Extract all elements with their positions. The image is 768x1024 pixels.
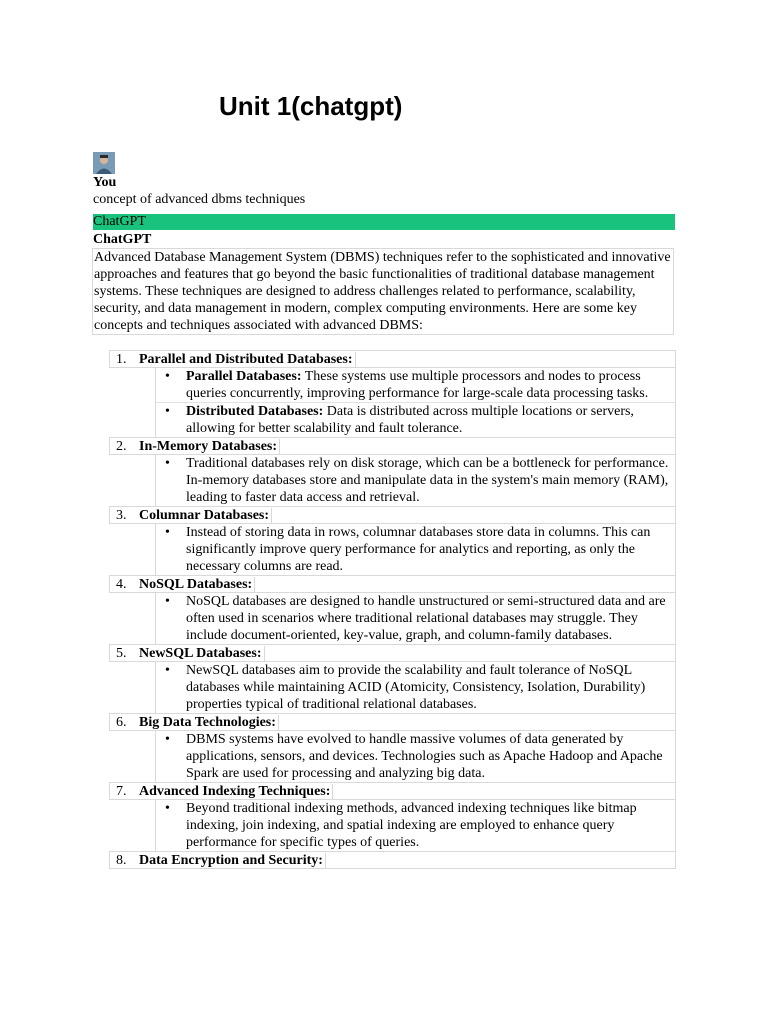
sub-list-item — [156, 403, 675, 437]
list-item-heading — [109, 713, 676, 731]
user-query: concept of advanced dbms techniques — [93, 192, 306, 207]
sub-list — [155, 455, 676, 506]
list-item-title: Columnar Databases: — [139, 508, 272, 523]
sub-item-text: Instead of storing data in rows, columnar databases store data in columns. This can significantly improve query performance for analytics and reporting, as only the necessary columns are read. — [186, 525, 651, 574]
sub-list — [155, 524, 676, 575]
intro-paragraph: Advanced Database Management System (DBMS) techniques refer to the sophisticated and innovative approaches and features that go beyond the basic functionalities of traditional database management systems. These techniques are designed to address challenges related to performance, scalability, security, and data management in modern, complex computing environments. Here are some key concepts and techniques associated with advanced DBMS: — [92, 248, 674, 335]
list-item-number: 8. — [116, 853, 127, 868]
list-item — [109, 437, 676, 506]
sub-list — [155, 662, 676, 713]
sub-list — [155, 368, 676, 437]
list-item — [109, 713, 676, 782]
sub-list-item — [156, 593, 675, 644]
sub-item-title: Parallel Databases: — [186, 369, 302, 384]
sub-item-text: DBMS systems have evolved to handle massive volumes of data generated by applications, sensors, and devices. Technologies such as Apache Hadoop and Apache Spark are used for processing and analyzing big data. — [186, 732, 663, 781]
list-item-title: NewSQL Databases: — [139, 646, 265, 661]
list-item — [109, 644, 676, 713]
list-item-heading — [109, 350, 676, 368]
list-item-title: Parallel and Distributed Databases: — [139, 352, 356, 367]
sub-list-item — [156, 800, 675, 851]
list-item-heading — [109, 851, 676, 869]
list-item-number: 5. — [116, 646, 127, 661]
bullet-icon: • — [165, 594, 170, 609]
chatgpt-header-bar: ChatGPT — [93, 214, 675, 230]
list-item — [109, 851, 676, 869]
list-item-heading — [109, 506, 676, 524]
sub-list-item — [156, 368, 675, 403]
list-item-number: 3. — [116, 508, 127, 523]
list-item-number: 7. — [116, 784, 127, 799]
list-item — [109, 575, 676, 644]
list-item-title: Data Encryption and Security: — [139, 853, 326, 868]
list-item — [109, 350, 676, 437]
list-item-heading — [109, 437, 676, 455]
user-name: You — [93, 175, 117, 190]
list-item-title: In-Memory Databases: — [139, 439, 280, 454]
list-item-heading — [109, 782, 676, 800]
list-item-number: 6. — [116, 715, 127, 730]
list-item-number: 4. — [116, 577, 127, 592]
list-item — [109, 506, 676, 575]
bullet-icon: • — [165, 369, 170, 384]
sub-list — [155, 731, 676, 782]
bullet-icon: • — [165, 404, 170, 419]
bullet-icon: • — [165, 456, 170, 471]
list-item — [109, 782, 676, 851]
list-item-number: 2. — [116, 439, 127, 454]
bullet-icon: • — [165, 801, 170, 816]
sub-list — [155, 800, 676, 851]
bullet-icon: • — [165, 525, 170, 540]
sub-item-text: Beyond traditional indexing methods, advanced indexing techniques like bitmap indexing, join indexing, and spatial indexing are employed to enhance query performance for specific types of queries. — [186, 801, 637, 850]
list-item-title: Big Data Technologies: — [139, 715, 279, 730]
sub-item-text: NewSQL databases aim to provide the scalability and fault tolerance of NoSQL databases while maintaining ACID (Atomicity, Consistency, Isolation, Durability) properties typical of traditional relational databases. — [186, 663, 646, 712]
sub-item-text: These systems use multiple processors and nodes to process queries concurrently, improving performance for large-scale data processing tasks. — [186, 369, 649, 401]
sub-item-text: Traditional databases rely on disk storage, which can be a bottleneck for performance. In-memory databases store and manipulate data in the system's main memory (RAM), leading to faster data access and retrieval. — [186, 456, 669, 505]
sub-item-title: Distributed Databases: — [186, 404, 324, 419]
list-item-number: 1. — [116, 352, 127, 367]
sub-list — [155, 593, 676, 644]
list-item-heading — [109, 575, 676, 593]
sub-list-item — [156, 662, 675, 713]
sub-list-item — [156, 731, 675, 782]
bot-name: ChatGPT — [93, 232, 152, 247]
sub-list-item — [156, 455, 675, 506]
bullet-icon: • — [165, 663, 170, 678]
list-item-title: NoSQL Databases: — [139, 577, 255, 592]
topic-list — [109, 350, 676, 869]
user-avatar-icon — [93, 152, 115, 174]
sub-list-item — [156, 524, 675, 575]
sub-item-text: Data is distributed across multiple locations or servers, allowing for better scalability and fault tolerance. — [186, 404, 634, 436]
bullet-icon: • — [165, 732, 170, 747]
list-item-title: Advanced Indexing Techniques: — [139, 784, 333, 799]
list-item-heading — [109, 644, 676, 662]
sub-item-text: NoSQL databases are designed to handle unstructured or semi-structured data and are often used in scenarios where traditional relational databases may struggle. They include document-oriented, key-value, graph, and column-family databases. — [186, 594, 666, 643]
page-title: Unit 1(chatgpt) — [219, 91, 403, 121]
